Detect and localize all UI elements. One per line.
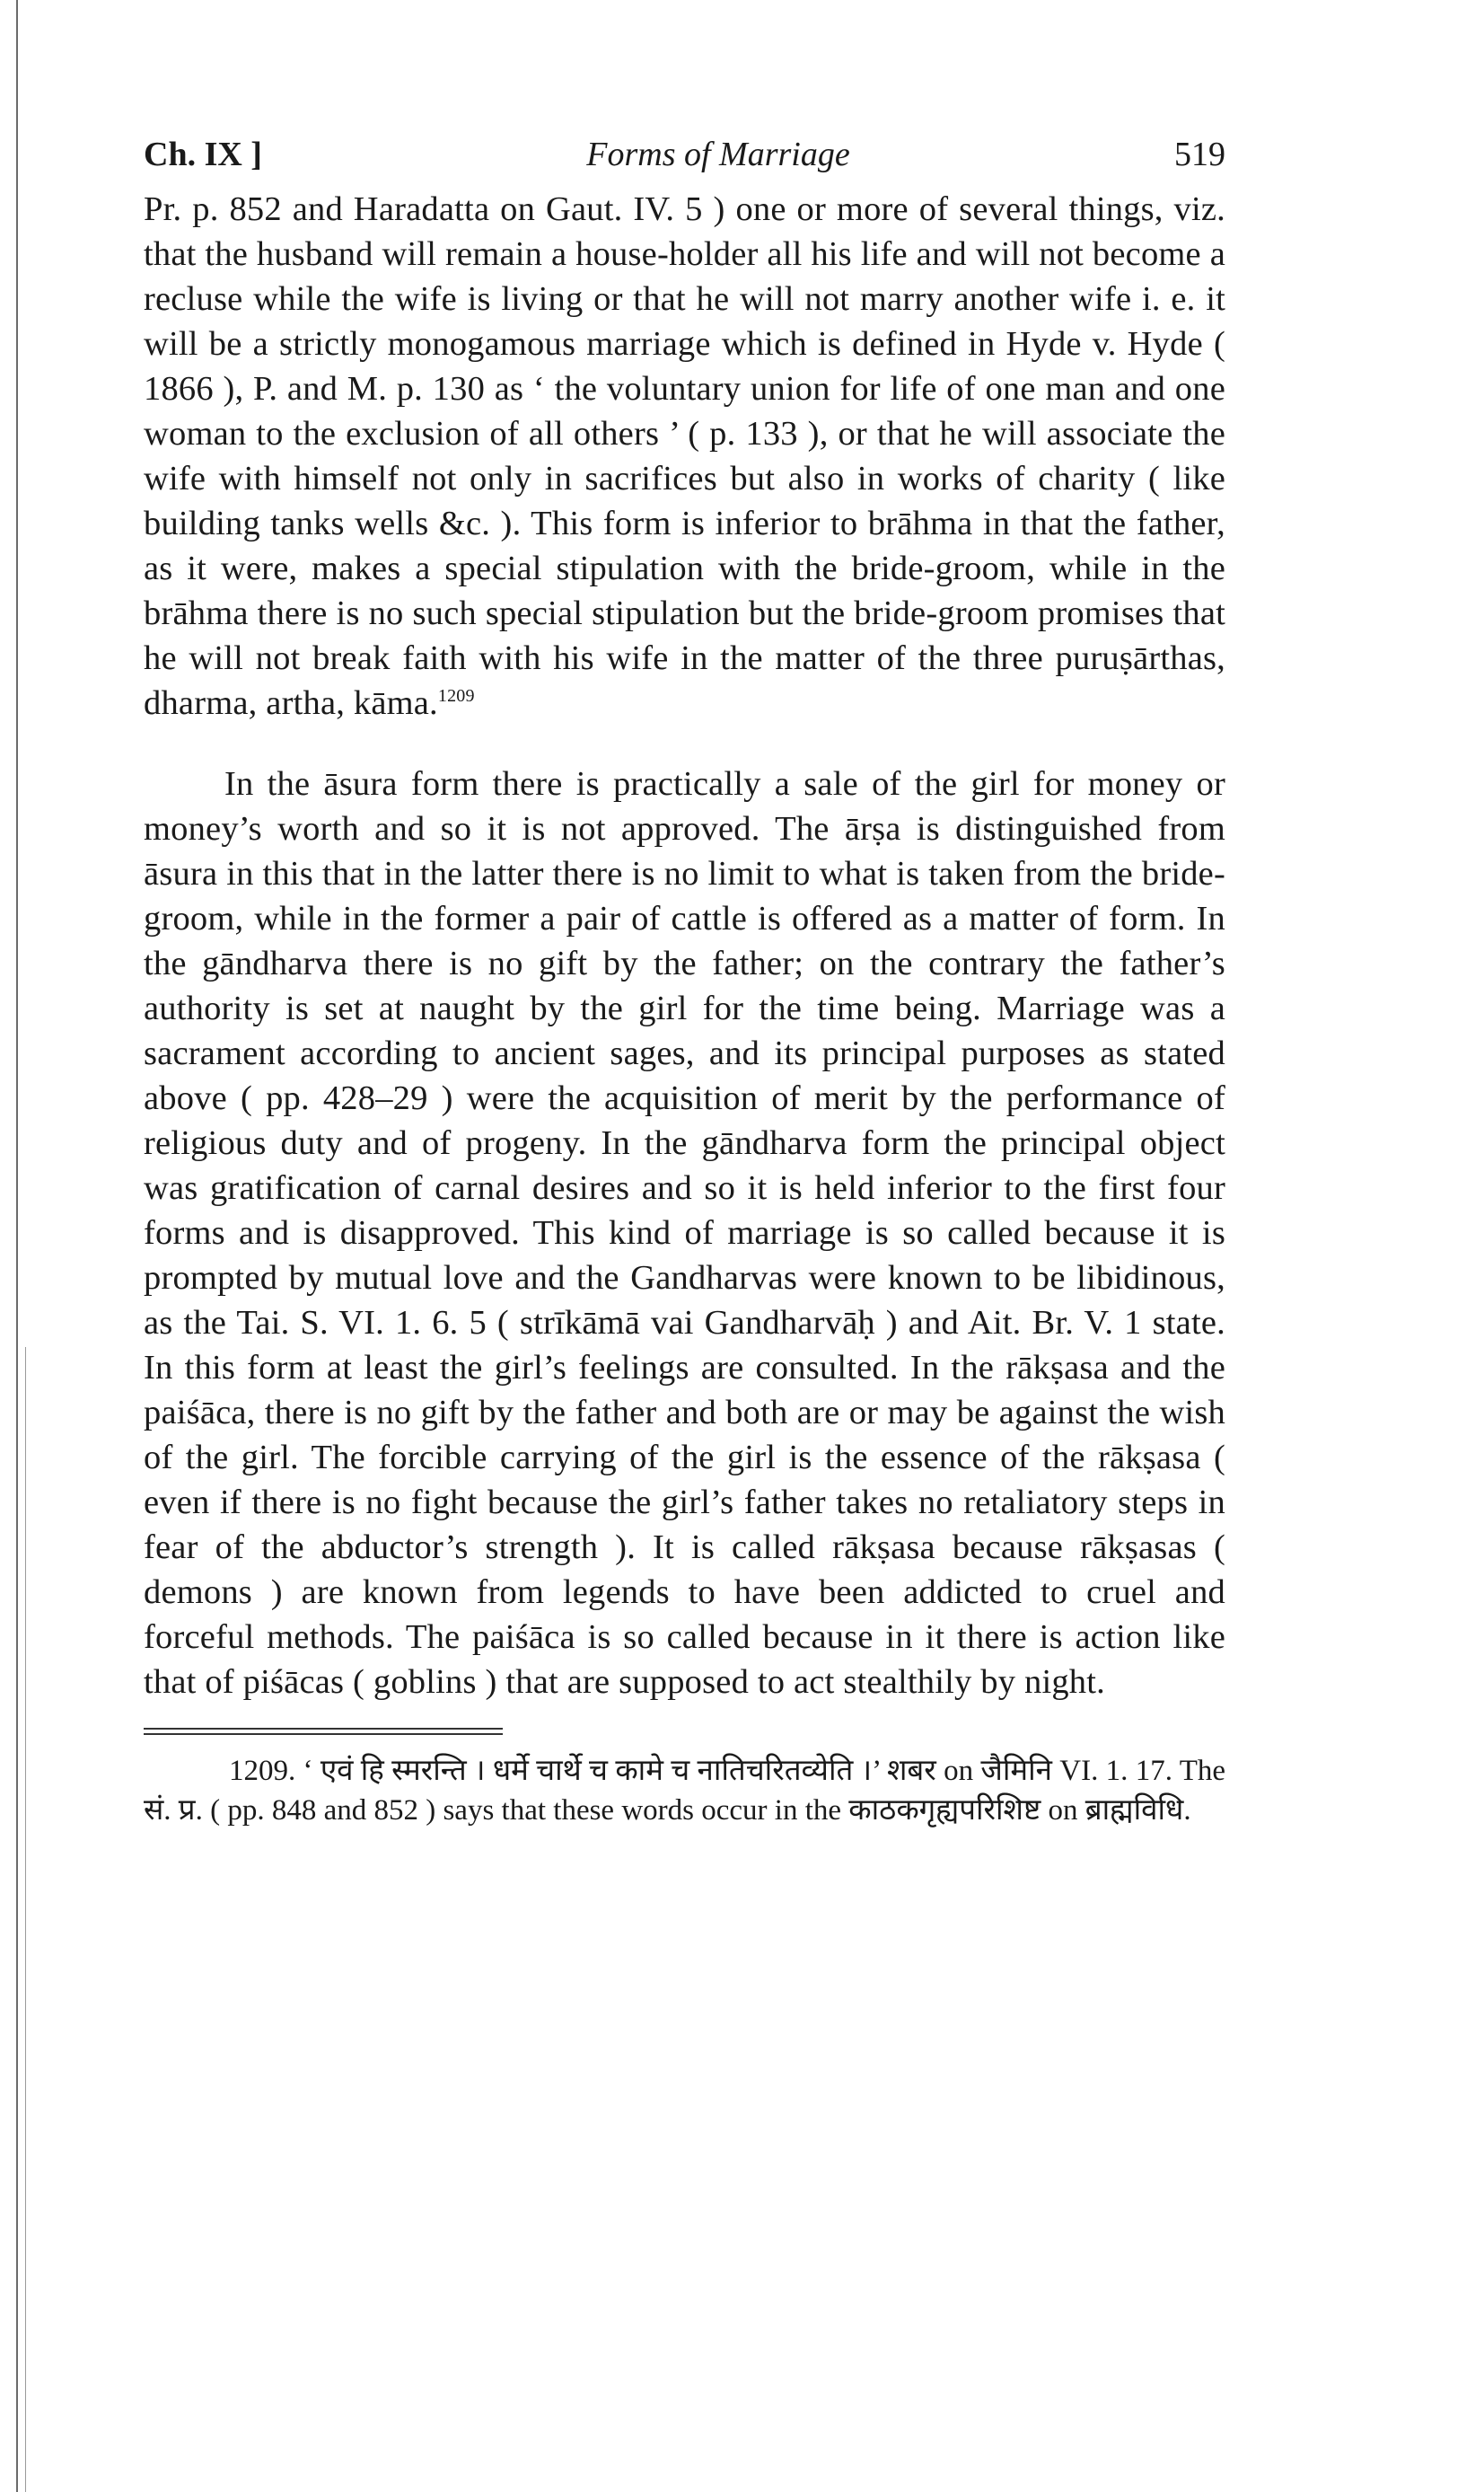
scan-margin-line-secondary [25, 1347, 26, 2492]
book-page [144, 135, 1225, 1830]
chapter-label: Ch. IX ] [144, 136, 262, 173]
paragraph-2: In the āsura form there is practically a sale of the girl for money or money’s worth and so it is not approved. The ārṣa is distinguished from āsura in this that in the latter there is no limit to what is taken from the bride-groom, while in the former a pair of cattle is offered as a matter of form. In the gāndharva there is no gift by the father; on the contrary the father’s authority is set at naught by the girl for the time being. Marriage was a sacrament according to ancient sages, and its principal purposes as stated above ( pp. 428–29 ) were the acquisition of merit by the performance of religious duty and of progeny. In the gāndharva form the principal object was gratification of carnal desires and so it is held inferior to the first four forms and is disapproved. This kind of marriage is so called because it is prompted by mutual love and the Gandharvas were known to be libidinous, as the Tai. S. VI. 1. 6. 5 ( strīkāmā vai Gandharvāḥ ) and Ait. Br. V. 1 state. In this form at least the girl’s feelings are consulted. In the rākṣasa and the paiśāca, there is no gift by the father and both are or may be against the wish of the girl. The forcible carrying of the girl is the essence of the rākṣasa ( even if there is no fight because the girl’s father takes no retaliatory steps in fear of the abductor’s strength ). It is called rākṣasa because rākṣasas ( demons ) are known from legends to have been addicted to cruel and forceful methods. The paiśāca is so called because in it there is action like that of piśācas ( goblins ) that are supposed to act stealthily by night. [144, 765, 1225, 1701]
footnote-divider [144, 1728, 503, 1735]
scan-margin-line [16, 0, 18, 2492]
running-head [144, 135, 1225, 174]
running-title: Forms of Marriage [586, 136, 850, 173]
paragraph-1-text: Pr. p. 852 and Haradatta on Gaut. IV. 5 ) one or more of several things, viz. that the husband will remain a house-holder all his life and will not become a recluse while the wife is living or that he will not marry another wife i. e. it will be a strictly monogamous marriage which is defined in Hyde v. Hyde ( 1866 ), P. and M. p. 130 as ‘ the voluntary union for life of one man and one woman to the exclusion of all others ’ ( p. 133 ), or that he will associate the wife with himself not only in sacrifices but also in works of charity ( like building tanks wells &c. ). This form is inferior to brāhma in that the father, as it were, makes a special stipulation with the bride-groom, while in the brāhma there is no such special stipulation but the bride-groom promises that he will not break faith with his wife in the matter of the three puruṣārthas, dharma, artha, kāma. [144, 190, 1225, 722]
body-text [144, 187, 1225, 1704]
footnote [144, 1751, 1225, 1830]
footnote-text: 1209. ‘ एवं हि स्मरन्ति । धर्मे चार्थे च कामे च नातिचरितव्येति ।’ शबर on जैमिनि VI. 1. 17. The सं. प्र. ( pp. 848 and 852 ) says that these words occur in the काठकगृह्यपरिशिष्ट on ब्राह्मविधि. [144, 1755, 1225, 1827]
paragraph-1 [144, 187, 1225, 726]
page-number: 519 [1173, 136, 1225, 173]
footnote-reference: 1209 [437, 686, 475, 707]
